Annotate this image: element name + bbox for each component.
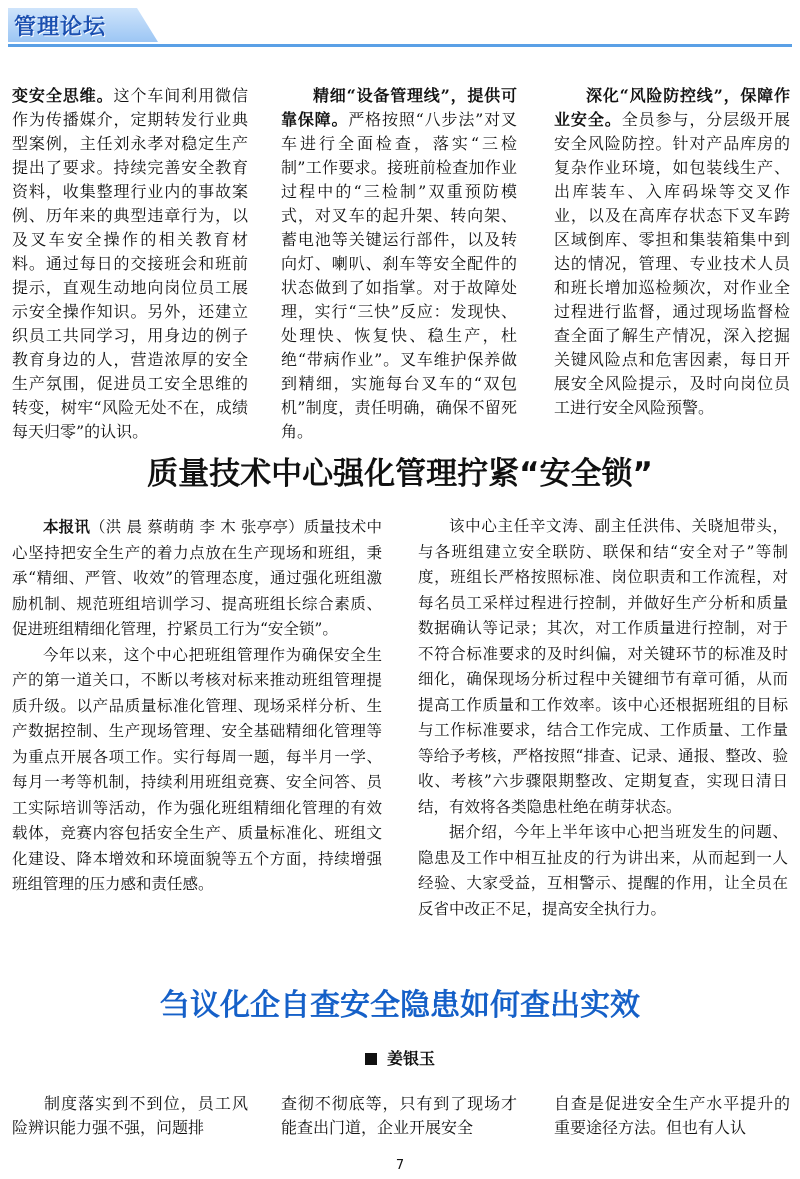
article2-left-column (12, 514, 382, 898)
section-title: 管理论坛 (14, 15, 107, 40)
article3-column-1 (12, 1092, 248, 1140)
paragraph: 自查是促进安全生产水平提升的重要途径方法。但也有人认 (554, 1094, 790, 1137)
column-lead: 变安全思维。 (12, 86, 114, 105)
byline (0, 1046, 800, 1069)
column-lead: 精细“设备管理线”，提供可靠保障。 (281, 86, 517, 129)
column-text: 全员参与，分层级开展安全风险防控。针对产品库房的复杂作业环境，如包装线生产、出库装车、入库码垛等交叉作业，以及在高库存状态下叉车跨区域倒库、零担和集装箱集中到达的情况，管理、专业技术人员和班长增加巡检频次，对作业全过程进行监督，通过现场监督检查全面了解生产情况，深入挖掘关键风险点和危害因素，每日开展安全风险提示，及时向岗位员工进行安全风险预警。 (554, 110, 790, 417)
article3-column-3 (554, 1092, 790, 1140)
paragraph: 制度落实到不到位，员工风险辨识能力强不强，问题排 (12, 1094, 248, 1137)
paragraph: 据介绍，今年上半年该中心把当班发生的问题、隐患及工作中相互扯皮的行为讲出来，从而起到一人经验、大家受益，互相警示、提醒的作用，让全员在反省中改正不足，提高安全执行力。 (418, 823, 788, 918)
article1-column-1 (12, 84, 248, 444)
paragraph: 查彻不彻底等，只有到了现场才能查出门道，企业开展安全 (281, 1094, 517, 1137)
square-bullet-icon (365, 1053, 377, 1065)
paragraph: （洪 晨 蔡萌萌 李 木 张亭亭）质量技术中心坚持把安全生产的着力点放在生产现场和班组，秉承“精细、严管、收效”的管理态度，通过强化班组激励机制、规范班组培训学习、提高班组长综合素质、促进班组精细化管理，拧紧员工行为“安全锁”。 (12, 518, 382, 638)
article1-column-2 (281, 84, 517, 444)
article1-column-3 (554, 84, 790, 420)
news-lead: 本报讯 (43, 517, 91, 536)
paragraph: 今年以来，这个中心把班组管理作为确保安全生产的第一道关口，不断以考核对标来推动班组管理提质升级。以产品质量标准化管理、现场采样分析、生产数据控制、生产现场管理、安全基础精细化管理等为重点开展各项工作。实行每周一题，每半月一学、每月一考等机制，持续利用班组竞赛、安全问答、员工实际培训等活动，作为强化班组精细化管理的有效载体，竞赛内容包括安全生产、质量标准化、班组文化建设、降本增效和环境面貌等五个方面，持续增强班组管理的压力感和责任感。 (12, 645, 382, 893)
paragraph: 该中心主任辛文涛、副主任洪伟、关晓旭带头，与各班组建立安全联防、联保和结“安全对子”等制度，班组长严格按照标准、岗位职责和工作流程，对每名员工采样过程进行控制，并做好生产分析和质量数据确认等记录；其次，对工作质量进行控制，对于不符合标准要求的及时纠偏，对关键环节的标准及时细化，确保现场分析过程中关键细节有章可循，从而提高工作质量和工作效率。该中心还根据班组的目标与工作标准要求，结合工作完成、工作质量、工作量等给予考核，严格按照“排查、记录、通报、整改、验收、考核”六步骤限期整改、定期复查，实现日清日结，有效将各类隐患杜绝在萌芽状态。 (418, 517, 788, 816)
column-text: 这个车间利用微信作为传播媒介，定期转发行业典型案例，主任刘永孝对稳定生产提出了要求。持续完善安全教育资料，收集整理行业内的事故案例、历年来的典型违章行为，以及叉车安全操作的相关教育材料。通过每日的交接班会和班前提示，直观生动地向岗位员工展示安全操作知识。另外，还建立织员工共同学习，用身边的例子教育身边的人，营造浓厚的安全生产氛围，促进员工安全思维的转变，树牢“风险无处不在，成绩每天归零”的认识。 (12, 86, 248, 441)
article2-headline: 质量技术中心强化管理拧紧“安全锁” (147, 456, 653, 492)
page-number: 7 (395, 1158, 405, 1173)
article3-column-2 (281, 1092, 517, 1140)
column-text: 严格按照“八步法”对叉车进行全面检查，落实“三检制”工作要求。接班前检查加作业过程中的“三检制”双重预防模式，对叉车的起升架、转向架、蓄电池等关键运行部件，以及转向灯、喇叭、刹车等安全配件的状态做到了如指掌。对于故障处理，实行“三快”反应：发现快、处理快、恢复快、稳生产，杜绝“带病作业”。叉车维护保养做到精细，实施每台叉车的“双包机”制度，责任明确，确保不留死角。 (281, 110, 517, 441)
column-lead: 深化“风险防控线”，保障作业安全。 (554, 86, 790, 129)
author-name: 姜银玉 (386, 1049, 435, 1068)
article3-headline: 刍议化企自查安全隐患如何查出实效 (160, 988, 640, 1023)
article2-right-column (418, 514, 788, 922)
header-rule (8, 44, 792, 47)
